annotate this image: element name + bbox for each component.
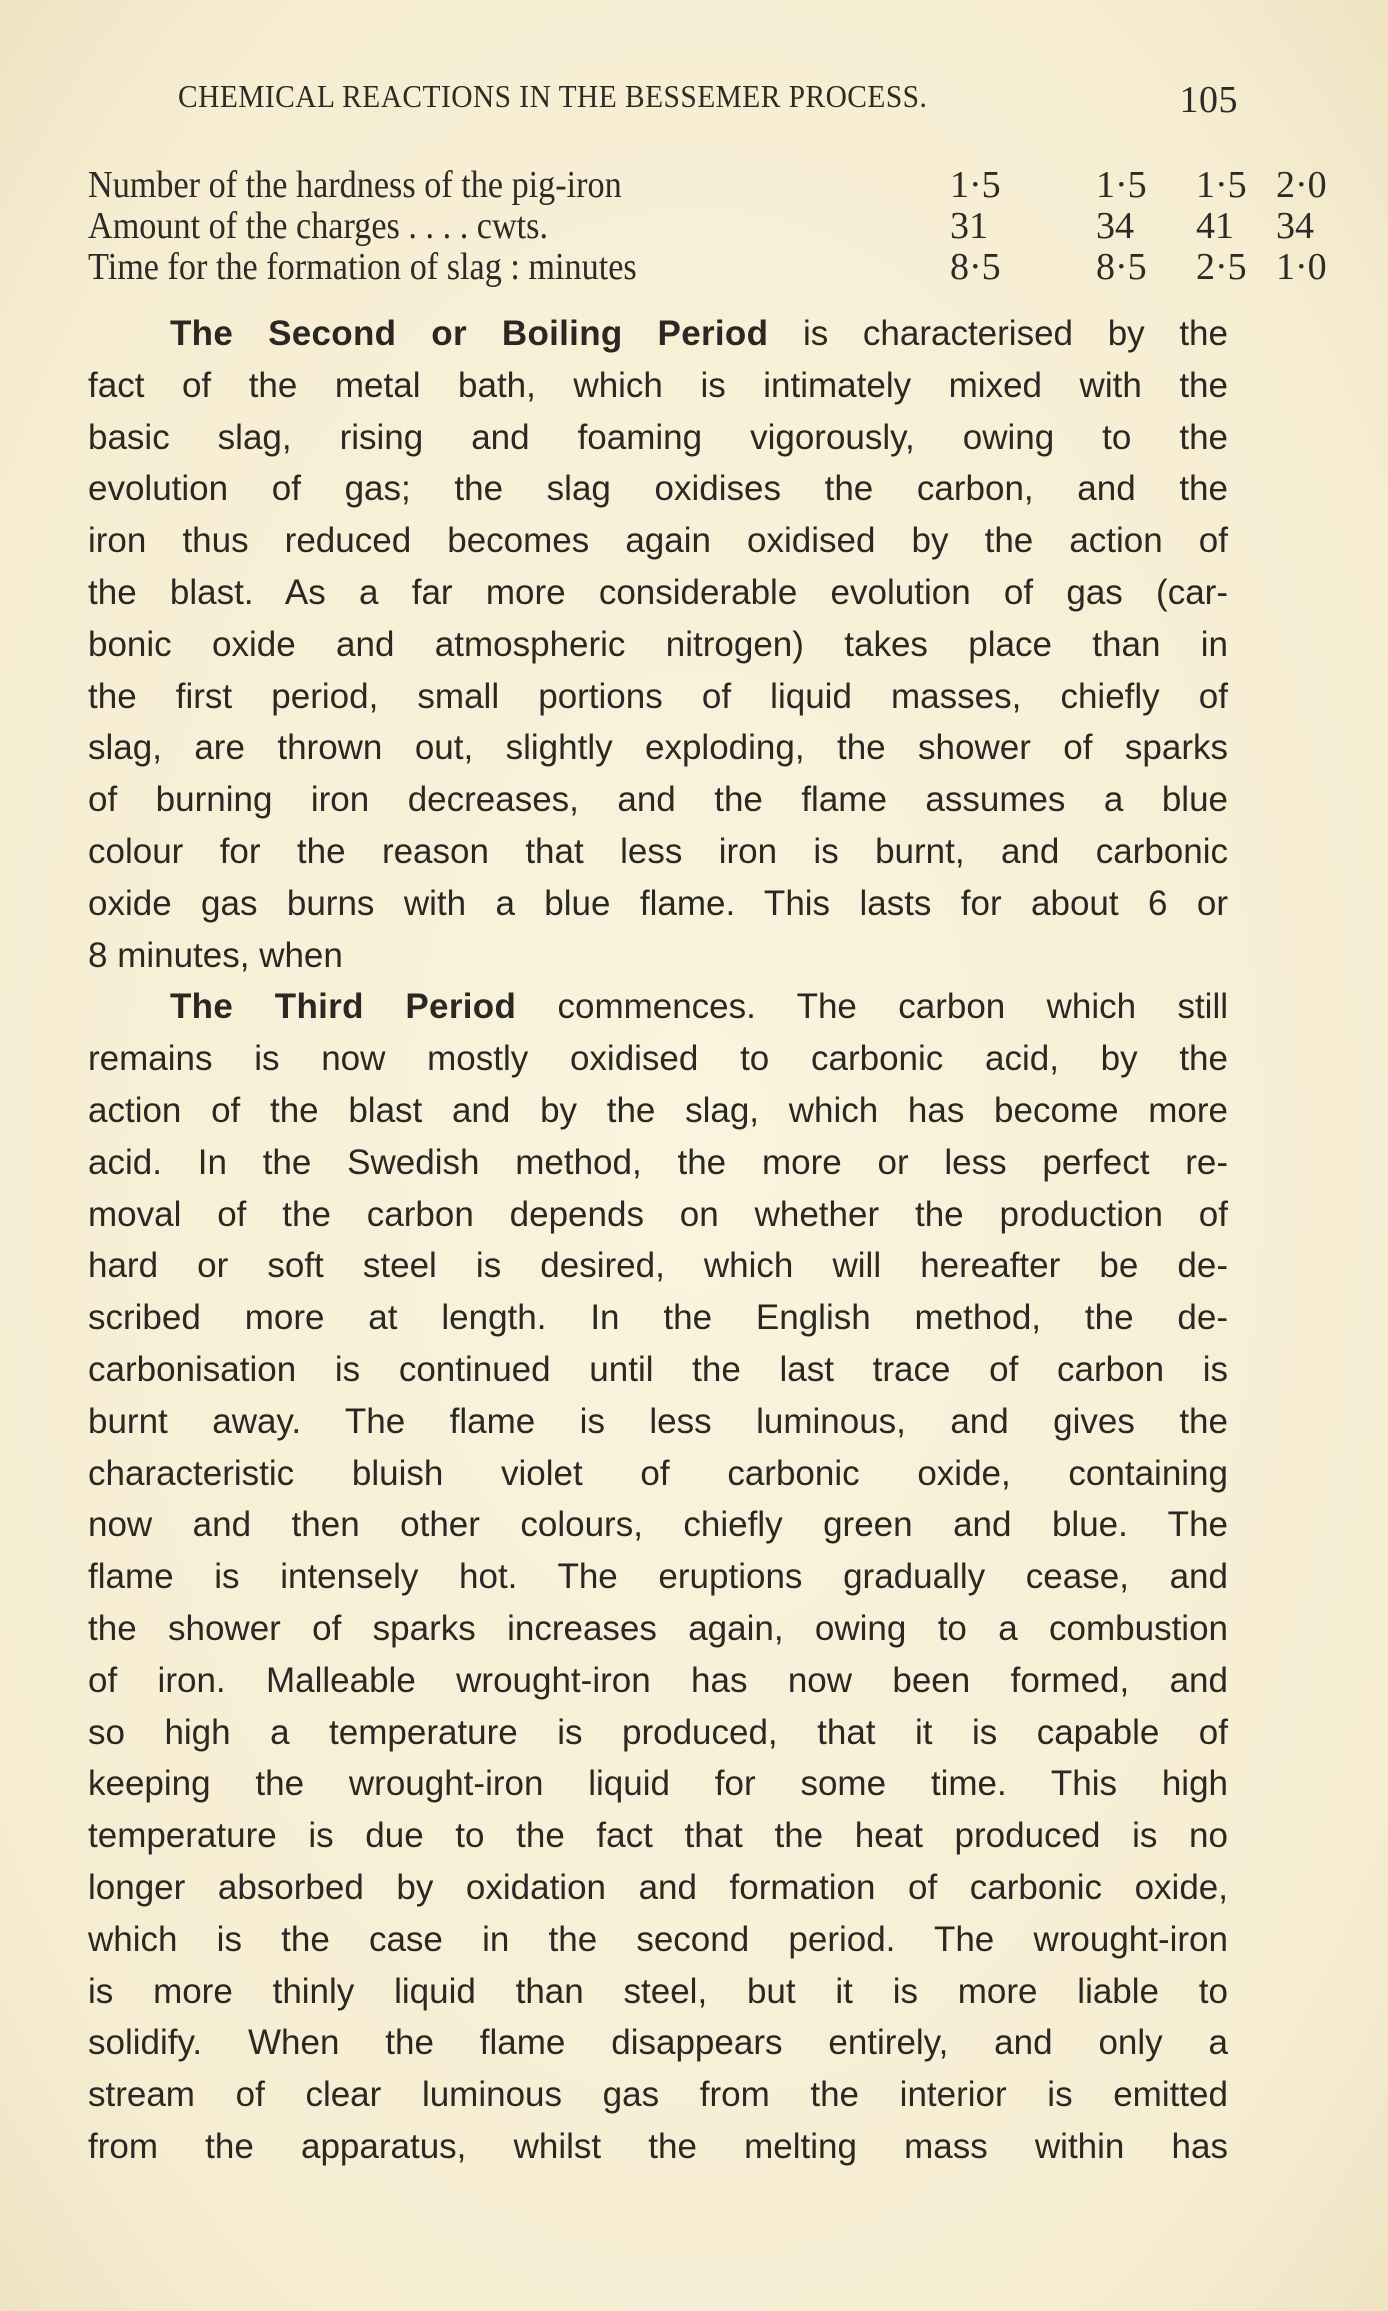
text-line: acid. In the Swedish method, the more or less perfect re-	[88, 1142, 1228, 1182]
text-line: evolution of gas; the slag oxidises the carbon, and the	[88, 469, 1228, 509]
paragraph-first-line	[88, 308, 1228, 360]
text-line: characteristic bluish violet of carbonic oxide, containing	[88, 1453, 1228, 1493]
text-line: the first period, small portions of liquid masses, chiefly of	[88, 676, 1228, 716]
row-value: 34	[1276, 205, 1314, 247]
text-line: temperature is due to the fact that the heat produced is no	[88, 1816, 1228, 1856]
row-value: 41	[1196, 205, 1234, 247]
text-line: action of the blast and by the slag, which has become more	[88, 1090, 1228, 1130]
text-line: 8 minutes, when	[88, 935, 343, 975]
running-header	[178, 78, 1238, 128]
row-value: 1·5	[1096, 164, 1147, 206]
text-line: scribed more at length. In the English method, the de-	[88, 1298, 1228, 1338]
row-value: 31	[950, 205, 988, 247]
text-line: flame is intensely hot. The eruptions gradually cease, and	[88, 1557, 1228, 1597]
paragraph-first-line	[88, 981, 1228, 1033]
row-value: 8·5	[950, 246, 1001, 288]
data-table	[88, 164, 1327, 288]
text-line: carbonisation is continued until the last trace of carbon is	[88, 1349, 1228, 1389]
row-value: 34	[1096, 205, 1134, 247]
text-line: bonic oxide and atmospheric nitrogen) takes place than in	[88, 624, 1228, 664]
table-row	[88, 164, 1327, 206]
text-line: keeping the wrought-iron liquid for some time. This high	[88, 1764, 1228, 1804]
text-line: fact of the metal bath, which is intimately mixed with the	[88, 365, 1228, 405]
row-value: 1·0	[1276, 246, 1327, 288]
text-line: of iron. Malleable wrought-iron has now been formed, and	[88, 1660, 1228, 1700]
text-line: now and then other colours, chiefly green and blue. The	[88, 1505, 1228, 1545]
text-line: of burning iron decreases, and the flame assumes a blue	[88, 780, 1228, 820]
row-label: Number of the hardness of the pig-iron	[88, 164, 622, 206]
text-line: basic slag, rising and foaming vigorously, owing to the	[88, 417, 1228, 457]
text-line: longer absorbed by oxidation and formation of carbonic oxide,	[88, 1867, 1228, 1907]
paragraph-lead: The Second or Boiling Period	[170, 314, 769, 353]
row-value: 1·5	[950, 164, 1001, 206]
text-line: the blast. As a far more considerable evolution of gas (car-	[88, 572, 1228, 612]
page-number: 105	[1179, 79, 1238, 121]
text-line: the shower of sparks increases again, owing to a combustion	[88, 1608, 1228, 1648]
text-line: moval of the carbon depends on whether the production of	[88, 1194, 1228, 1234]
text-line: so high a temperature is produced, that it is capable of	[88, 1712, 1228, 1752]
body-text	[88, 308, 1228, 2173]
paragraph-text: commences. The carbon which still	[516, 987, 1228, 1027]
paragraph-lead: The Third Period	[170, 987, 517, 1027]
text-line: colour for the reason that less iron is burnt, and carbonic	[88, 831, 1228, 871]
text-line: iron thus reduced becomes again oxidised by the action of	[88, 521, 1228, 561]
text-line: is more thinly liquid than steel, but it is more liable to	[88, 1971, 1228, 2011]
row-value: 8·5	[1096, 246, 1147, 288]
row-value: 1·5	[1196, 164, 1247, 206]
table-row	[88, 246, 1327, 288]
text-line: from the apparatus, whilst the melting mass within has	[88, 2126, 1228, 2166]
text-line: which is the case in the second period. The wrought-iron	[88, 1919, 1228, 1959]
row-value: 2·5	[1196, 246, 1247, 288]
table-row	[88, 205, 1314, 247]
text-line: slag, are thrown out, slightly exploding, the shower of sparks	[88, 728, 1228, 768]
running-title: CHEMICAL REACTIONS IN THE BESSEMER PROCESS.	[178, 78, 928, 114]
row-label: Time for the formation of slag : minutes	[88, 246, 637, 288]
row-label: Amount of the charges . . . . cwts.	[88, 205, 549, 247]
text-line: burnt away. The flame is less luminous, and gives the	[88, 1401, 1228, 1441]
text-line: hard or soft steel is desired, which will hereafter be de-	[88, 1246, 1228, 1286]
text-line: solidify. When the flame disappears entirely, and only a	[88, 2023, 1228, 2063]
text-line: oxide gas burns with a blue flame. This lasts for about 6 or	[88, 883, 1228, 923]
paragraph-text: is characterised by the	[768, 314, 1228, 353]
text-line: stream of clear luminous gas from the interior is emitted	[88, 2075, 1228, 2115]
text-line: remains is now mostly oxidised to carbonic acid, by the	[88, 1039, 1228, 1079]
row-value: 2·0	[1276, 164, 1327, 206]
